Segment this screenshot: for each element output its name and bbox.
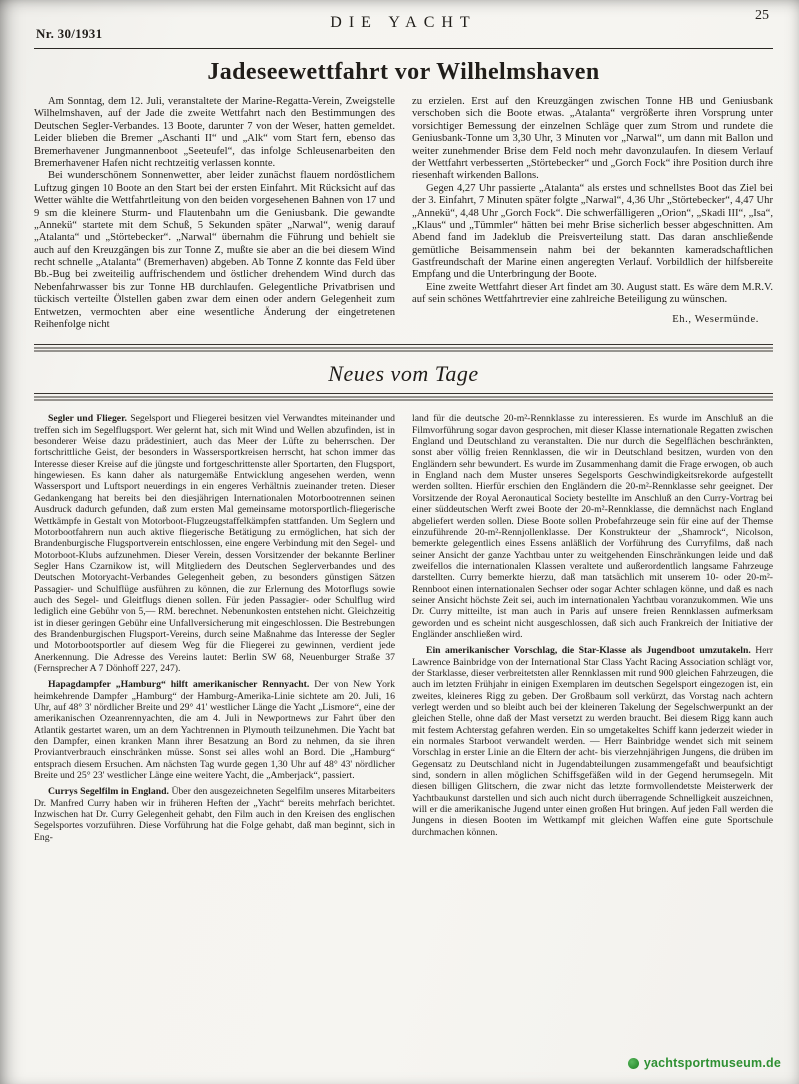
issue-number: Nr. 30/1931 bbox=[36, 26, 103, 41]
news-columns bbox=[34, 413, 773, 843]
news-section-segler-und-flieger bbox=[34, 413, 395, 674]
article1-right-column bbox=[412, 96, 773, 331]
news-section-star-klasse bbox=[412, 645, 773, 838]
museum-logo-icon bbox=[628, 1058, 639, 1069]
section-text: Segelsport und Fliegerei besitzen viel Verwandtes miteinander und treffen sich im Segelflugsport. Wer gelernt hat, sich mit Wind und Wellen abzufinden, ist in besonderer Weise dazu prädestiniert, auch das Meer der Lüfte zu beherrschen. Der fortschrittliche Geist, der besonders in Wassersportkreisen herrscht, hat schon immer das Interesse dieser Kreise auf die jüngste und fortgeschrittenste aller Sportarten, den Flugsport, hingewiesen. Es kann daher als naturgemäße Entwicklung angesehen werden, wenn Wassersport und Luftsport neuerdings in ein engeres Verhältnis zueinander treten. Dieser Gedankengang hat bereits bei den diesjährigen Internationalen Motorbootrennen seinen Ausdruck dadurch gefunden, daß zum ersten Mal gemeinsame motorsportlich-fliegerische Wettkämpfe in Gestalt von Motorboot-Flugzeugstaffelkämpfen stattfanden. Um Seglern und Motorbootfahrern nun auch aktive fliegerische Betätigung zu ermöglichen, hat sich der Brandenburgische Flugsportverein entschlossen, eine engere Verbindung mit den Segel- und Motorboot-Klubs aufzunehmen. Dieser Verein, dessen Vorsitzender der bekannte Berliner Segler Hans Czarnikow ist, will Mitgliedern des Deutschen Seglerverbandes und des Deutschen Motoryacht-Verbandes Gelegenheit geben, zu besonders günstigen Sätzen Passagier- und Schulflüge ausführen zu können, die zur Erlernung des Motorflugs sowie auch des Segel- und Gleitflugs dienen sollen. Für jeden Passagier- oder Schulflug wird lediglich eine Gebühr von 5,— RM. berechnet. Nebenunkosten entstehen nicht. Gleichzeitig ist in dieser geringen Gebühr eine Unfallversicherung mit eingeschlossen. Die Bestrebungen des Brandenburgischen Flugsport-Vereins, durch seine Maßnahme das Interesse der Segler und Motorbootsportler auf diesem Weg für die Fliegerei zu gewinnen, verdient jede Anerkennung. Die Adresse des Vereins lautet: Berlin SW 68, Neuenburger Straße 37 (Fernsprecher A 7 Dönhoff 227, 247). bbox=[34, 413, 395, 674]
news-section-currys-segelfilm bbox=[34, 786, 395, 843]
news-section-hapagdampfer bbox=[34, 679, 395, 781]
page-number: 25 bbox=[755, 8, 769, 23]
section-text: Herr Lawrence Bainbridge von der International Star Class Yacht Racing Association schlägt vor, der Starklasse, dieser verbreitetsten aller Rennklassen mit rund 900 gleichen Fahrzeugen, die auch im letzten Frühjahr in einigen Exemplaren im deutschen Segelsport eingezogen ist, ein zweites, kleineres Rigg zu geben. Der Großbaum soll verkürzt, das Vorstag nach achtern verlegt werden und so bleibt auch bei der kleineren Takelung der Segelschwerpunkt an der gleichen Stelle, ohne daß der Mast versetzt zu werden braucht. Bei diesem Rigg kann auch mit festem Achterstag gefahren werden. Ein so umgetakeltes Schiff kann jederzeit wieder in ein normales Starboot verwandelt werden. — Herr Bainbridge wendet sich mit seinem Vorschlag in erster Linie an die Eltern der acht- bis vierzehnjährigen Jungens, die drüben im Gegensatz zu Deutschland nicht in Jugendabteilungen zusammengefaßt und beaufsichtigt sind, sondern in allen möglichen Schiffsgefäßen wild in der Gegend herumsegeln. Mit diesen billigen Glitschern, die zwar nicht das letzte formvollendetste Meisterwerk der Yachtbaukunst darstellen und sich auch nicht durch überragende Schnelligkeit auszeichnen, will er die amerikanische Jugend unter einen großen Hut bringen. Auf jeden Fall werden die Jungens in diesen Booten im Wettkampf mit gleichen Waffen eine gute Sportschule durchmachen können. bbox=[412, 645, 774, 838]
masthead bbox=[34, 0, 773, 48]
article1-columns bbox=[34, 96, 773, 331]
section-lead: Ein amerikanischer Vorschlag, die Star-Klasse als Jugendboot umzutakeln. bbox=[426, 645, 751, 657]
paragraph: Am Sonntag, dem 12. Juli, veranstaltete der Marine-Regatta-Verein, Zweigstelle Wilhelmshaven, auf der Jade die zweite Wettfahrt nach den Bestimmungen des Deutschen Segler-Verbandes. 13 Boote, darunter 7 von der Weser, hatten gemeldet. Leider blieben die Bremer „Aschanti II“ und „Alk“ vom Start fern, ebenso das Bremerhavener Jungmannenboot „Seeteufel“, das infolge Schleusenarbeiten den Bremerhavener Hafen nicht rechtzeitig verlassen konnte. bbox=[34, 96, 395, 169]
magazine-title: DIE YACHT bbox=[330, 14, 477, 31]
article1-left-column bbox=[34, 96, 395, 331]
section-text: Über den ausgezeichneten Segelfilm unseres Mitarbeiters Dr. Manfred Curry haben wir in früheren Heften der „Yacht“ bereits mehrfach berichtet. Inzwischen hat Dr. Curry Gelegenheit gehabt, den Film auch in den Kreisen des englischen Segelsportes vorzuführen. Diese Vorführung hat die Folge gehabt, daß man beginnt, sich in Eng- bbox=[34, 786, 396, 843]
section-lead: Segler und Flieger. bbox=[48, 413, 127, 425]
section-divider bbox=[34, 344, 773, 403]
news-left-column bbox=[34, 413, 395, 843]
news-continuation: land für die deutsche 20-m²-Rennklasse zu interessieren. Es wurde im Anschluß an die Filmvorführung sogar davon gesprochen, mit dieser Klasse internationale Regatten zwischen England und Deutschland zu veranstalten. Die nur durch die Segelflächen beschränkten, sonst aber völlig freien Rennklassen, die wir in Deutschland besitzen, wurden von den Engländern sehr bewundert. Es wurde im Zusammenhang damit die Frage erwogen, ob auch in England nach dem Muster unseres Segelsports Geschwindigkeitsrekorde aufgestellt werden sollten. Hierfür erschien den Engländern die 20-m²-Rennklasse sehr geeignet. Der Vorsitzende der Royal Aeronautical Society bestellte im Anschluß an den Curry-Vortrag bei einer süddeutschen Werft zwei Boote der 20-m²-Rennklasse, die demnächst nach England abgeliefert werden sollen. Diese Boote sollen Probefahrzeuge sein für eine auf der Themse einzuführende 20-m²-Rennjollenklasse. Der Konstrukteur der „Shamrock“, Nicolson, bemerkte gelegentlich eines Essens anläßlich der Vorführung des Curryfilms, daß nach seiner Ansicht der ganze Yachtbau unter zu weitgehenden Einschränkungen leide und daß zweifellos die internationalen Klassen veraltete und außerordentlich langsame Fahrzeuge darstellten. Curry bemerkte hierzu, daß man tatsächlich mit unserem 10- oder 20-m²-Rennboot einen internationalen Sechser oder sogar Achter schlagen könne, und daß es nach seiner Ansicht höchste Zeit sei, auch im internationalen Yachtbau voranzukommen. Wie uns Dr. Curry mitteilte, ist man auch in Paris auf unsere freien Rennklassen aufmerksam geworden und es scheint nicht ausgeschlossen, daß sich auch Frankreich der Initiative der Engländer anschließen wird. bbox=[412, 413, 773, 640]
paragraph: Eine zweite Wettfahrt dieser Art findet am 30. August statt. Es wäre dem M.R.V. auf sein schönes Wettfahrtrevier eine zahlreiche Beteiligung zu wünschen. bbox=[412, 281, 773, 306]
section-lead: Hapagdampfer „Hamburg“ hilft amerikanischer Rennyacht. bbox=[48, 679, 310, 691]
paragraph: zu erzielen. Erst auf den Kreuzgängen zwischen Tonne HB und Geniusbank verschoben sich die Boote etwas. „Atalanta“ vergrößerte ihren Vorsprung unter vorsichtiger Bemessung der einzelnen Schläge quer zum Strom und rundete die Geniusbank-Tonne um 3,30 Uhr, 3 Minuten vor „Narwal“, um dann mit Ballon und weiter zunehmender Brise dem Feld noch mehr davonzulaufen. In diesem Verlauf der Wettfahrt verbesserten „Störtebecker“ und „Gorch Fock“ ihre Position durch ihre riesenhaft wirkenden Ballons. bbox=[412, 96, 773, 182]
news-right-column bbox=[412, 413, 773, 843]
paragraph: Bei wunderschönem Sonnenwetter, aber leider zunächst flauem nordöstlichem Luftzug gingen 10 Boote an den Start bei der ersten Einfahrt. Mit Rücksicht auf das Wetter wählte die Wettfahrtleitung von den beiden vorgesehenen Bahnen von 17 und 9 sm die kleinere Sturm- und Flautenbahn um die Geniusbank. Die gewandte „Annekü“ startete mit dem Schuß, 5 Sekunden später „Narwal“, wenig darauf „Atalanta“ und „Störtebecker“. „Narwal“ übernahm die Führung und behielt sie auch auf den Kreuzgängen bis zur Tonne Z, mußte sie aber an die bei diesem Wind recht schnelle „Atalanta“ (Bremerhaven) abgeben. Ab Tonne Z konnte das Feld über Bb.-Bug bei zweiteilig auffrischendem und östlicher drehendem Wind durch das Nebenfahrwasser bis zur Tonne HB durchlaufen. Gelegentliche Privatbrisen und tückisch verteilte Ölstellen gaben zwar dem einen oder andern Gelegenheit zum Entwetzen, vermochten aber eine wesentliche Änderung der eingetretenen Reihenfolge nicht bbox=[34, 170, 395, 331]
divider-rule-top bbox=[34, 344, 773, 354]
masthead-rule bbox=[34, 48, 773, 49]
author-signature: Eh., Wesermünde. bbox=[672, 313, 759, 325]
divider-rule-bottom bbox=[34, 393, 773, 403]
watermark bbox=[628, 1056, 781, 1070]
section-text: Der von New York heimkehrende Dampfer „Hamburg“ der Hamburg-Amerika-Linie sichtete am 20. Juli, 16 Uhr, auf 48° 3' nördlicher Breite und 29° 41' westlicher Länge die Yacht „Lismore“, eine der amerikanischen Ozeanrennyachten, die am 4. Juli in Newportnews zur Fahrt über den Atlantik gestartet waren, um an dem Yachtrennen in Plymouth teilzunehmen. Die Yacht bat den Dampfer, einen kranken Mann ihrer Besatzung an Bord zu nehmen, da sie ihren Proviantverbrauch einschränken müsse. Sonst sei alles wohl an Bord. Die „Hamburg“ entsprach diesem Ersuchen. Am nächsten Tag wurde gegen 1,30 Uhr auf 48° 43' nördlicher Breite und 25° 23' westlicher Länge eine weitere Yacht, die „Amberjack“, passiert. bbox=[34, 679, 395, 782]
paragraph: Gegen 4,27 Uhr passierte „Atalanta“ als erstes und schnellstes Boot das Ziel bei der 3. Einfahrt, 7 Minuten später folgte „Narwal“, 4,36 Uhr „Störtebecker“, 4,47 Uhr „Annekü“, 4,48 Uhr „Gorch Fock“. Die schwerfälligeren „Orion“, „Skadi III“, „Isa“, „Klaus“ und „Tümmler“ hätten bei mehr Brise sicherlich besser abgeschnitten. Am Abend fand im Jadeklub die Preisverteilung statt. Das daran anschließende gemütliche Beisammensein nahm bei der bekannten kameradschaftlichen Gastfreundschaft der Marine einen angeregten Verlauf. Vorbildlich der hilfsbereite Empfang und die Unterbringung der Boote. bbox=[412, 182, 773, 281]
section-lead: Currys Segelfilm in England. bbox=[48, 786, 169, 798]
section-title: Neues vom Tage bbox=[328, 361, 479, 387]
article-title: Jadeseewettfahrt vor Wilhelmshaven bbox=[207, 59, 600, 85]
watermark-text: yachtsportmuseum.de bbox=[643, 1056, 781, 1070]
